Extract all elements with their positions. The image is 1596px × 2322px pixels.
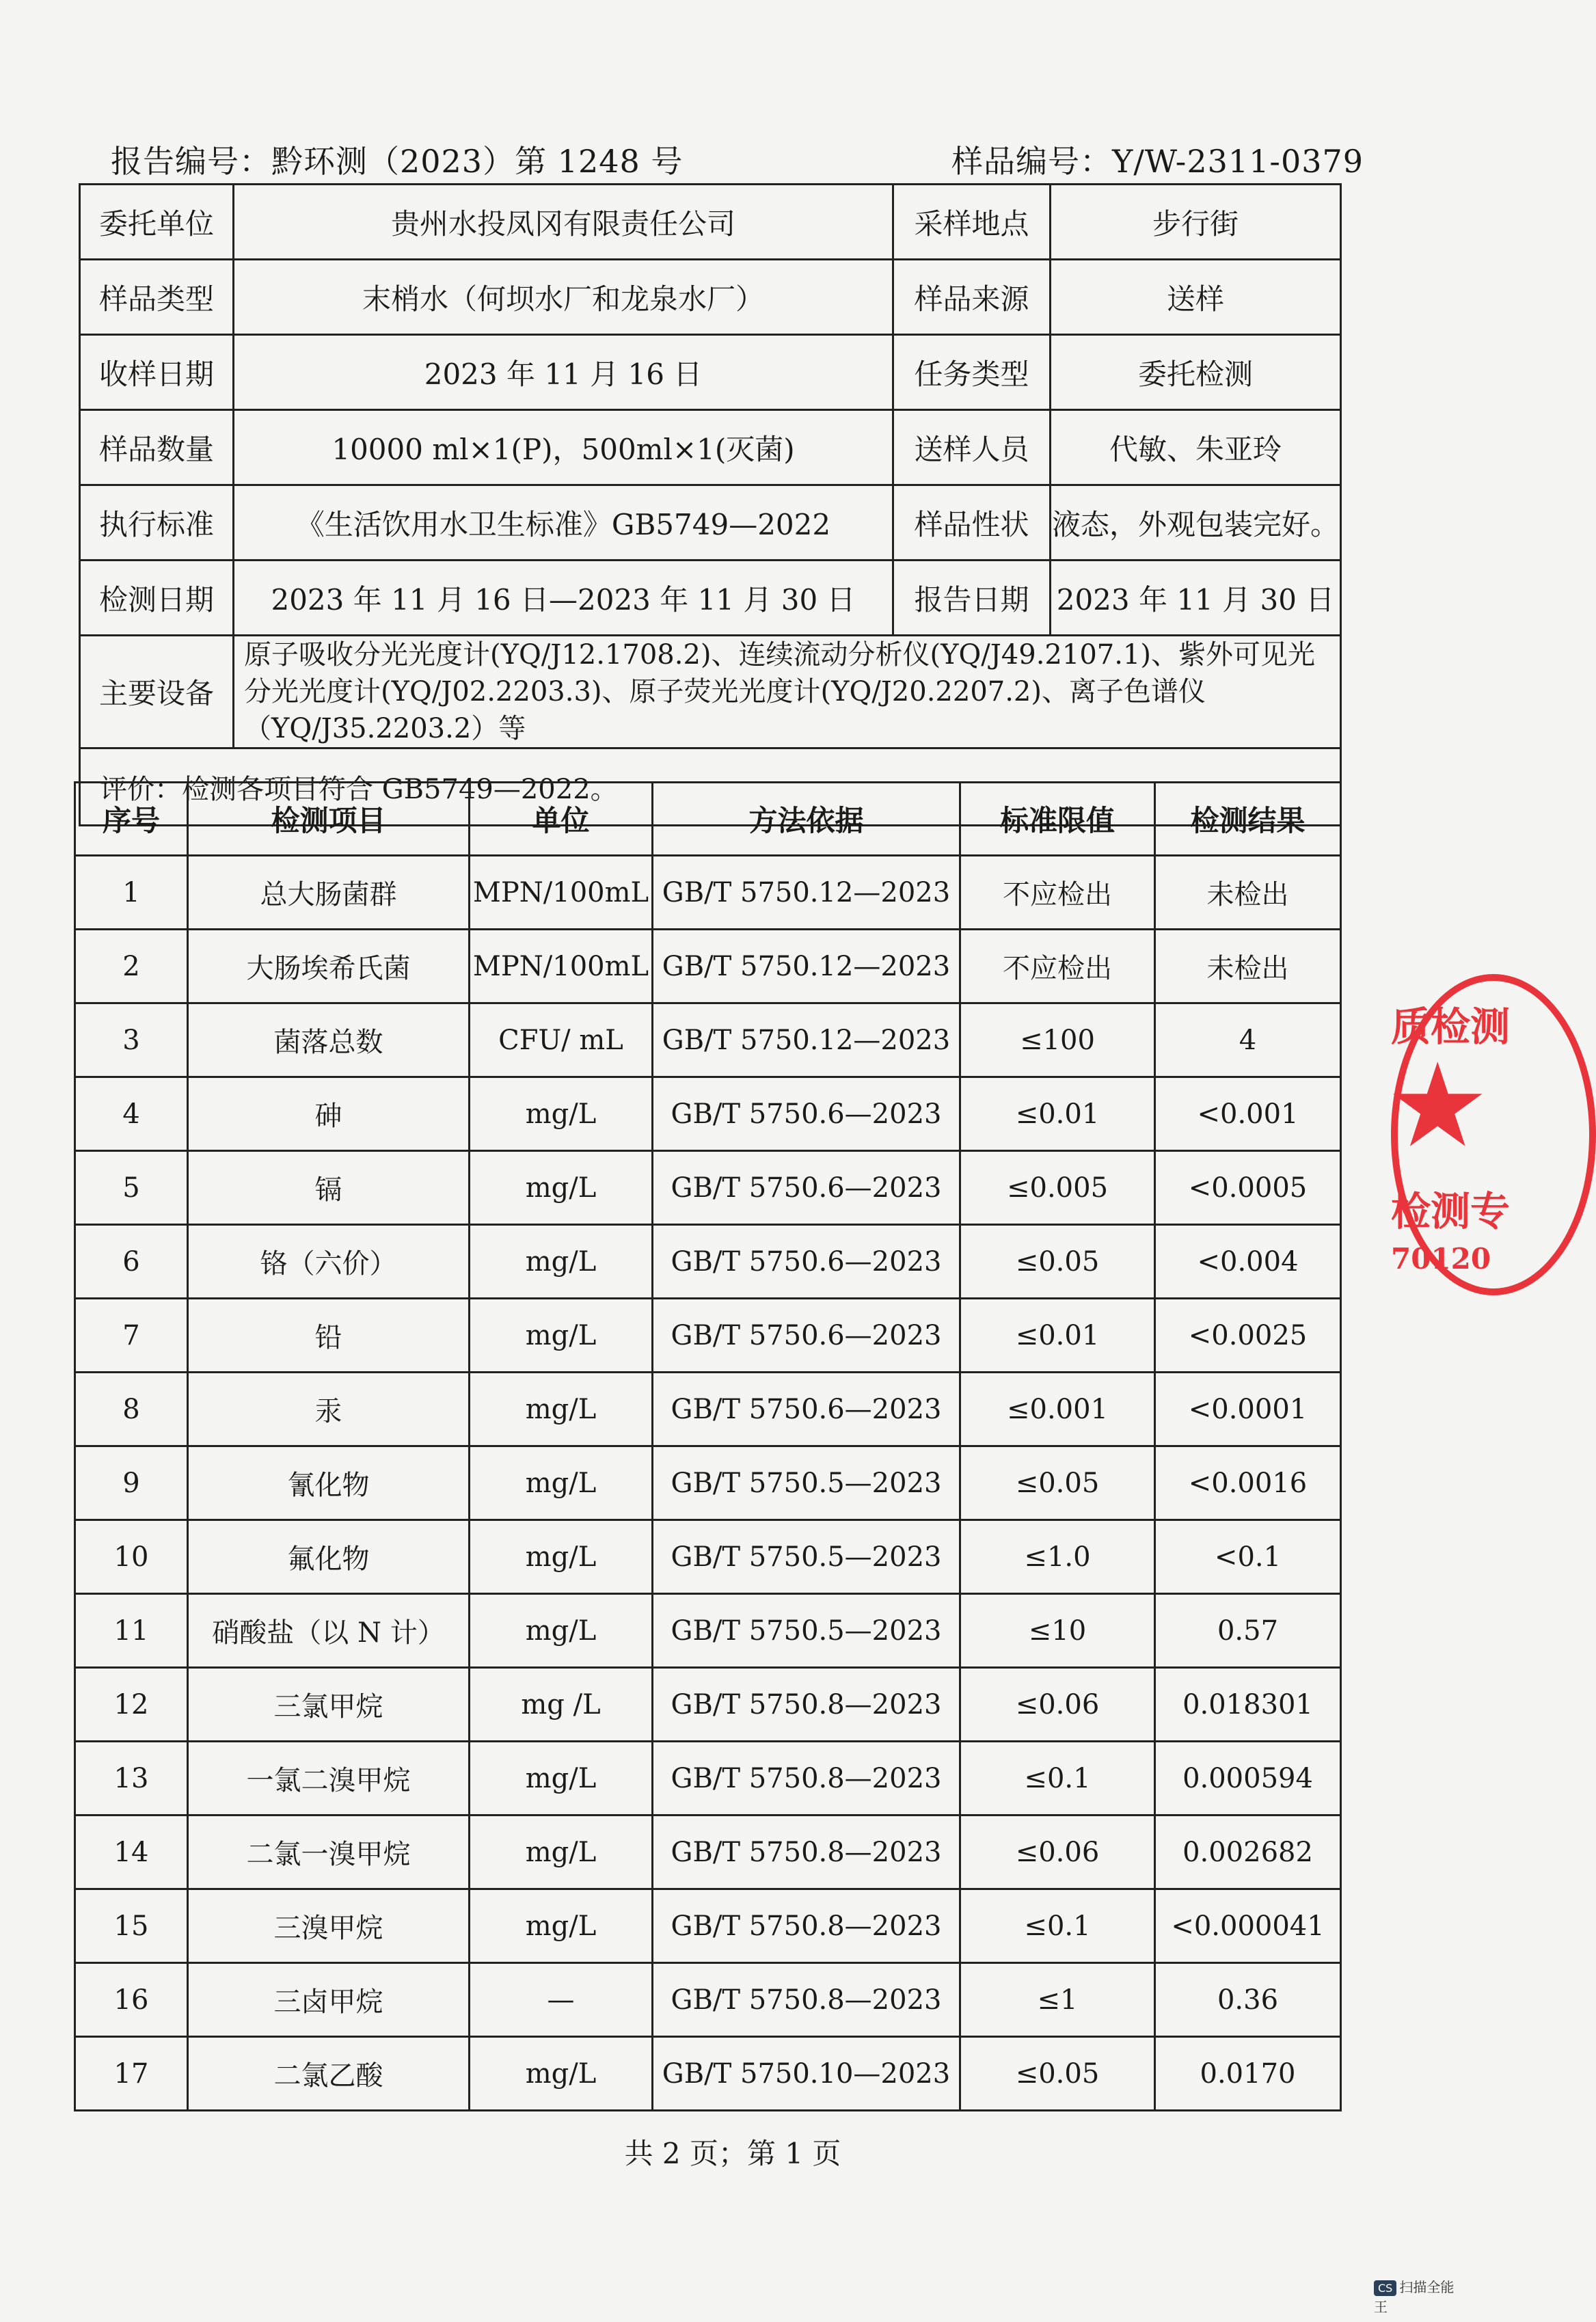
cell-no: 8 [75, 1373, 188, 1446]
seal-text-top: 质检测 [1391, 1003, 1511, 1050]
info-table [79, 183, 1342, 826]
info-label-cell: 样品数量 [80, 410, 234, 485]
info-label-cell: 执行标准 [80, 485, 234, 561]
cell-method: GB/T 5750.8—2023 [653, 1889, 960, 1963]
cell-no: 9 [75, 1446, 188, 1520]
cell-unit: mg/L [470, 1299, 653, 1373]
scanner-logo-icon: CS [1374, 2280, 1396, 2296]
cell-item: 总大肠菌群 [188, 856, 470, 930]
col-header-item: 检测项目 [188, 783, 470, 856]
cell-result: <0.0001 [1155, 1373, 1341, 1446]
cell-item: 三氯甲烷 [188, 1668, 470, 1742]
cell-method: GB/T 5750.6—2023 [653, 1225, 960, 1299]
cell-limit: ≤0.1 [960, 1889, 1155, 1963]
cell-limit: 不应检出 [960, 856, 1155, 930]
info-row-equipment [80, 636, 1341, 748]
table-row [75, 1225, 1341, 1299]
info-label-cell: 检测日期 [80, 561, 234, 636]
cell-no: 7 [75, 1299, 188, 1373]
cell-unit: — [470, 1963, 653, 2037]
cell-item: 硝酸盐（以 N 计） [188, 1594, 470, 1668]
cell-limit: ≤0.001 [960, 1373, 1155, 1446]
cell-no: 15 [75, 1889, 188, 1963]
scanner-name: 扫描全能王 [1374, 2279, 1455, 2315]
table-row [75, 1520, 1341, 1594]
info-row [80, 185, 1341, 260]
col-header-limit: 标准限值 [960, 783, 1155, 856]
cell-limit: ≤10 [960, 1594, 1155, 1668]
cell-unit: mg/L [470, 2037, 653, 2111]
info-label-cell: 样品性状 [893, 485, 1051, 561]
col-header-no: 序号 [75, 783, 188, 856]
cell-unit: mg/L [470, 1225, 653, 1299]
table-row [75, 1594, 1341, 1668]
cell-result: 4 [1155, 1003, 1341, 1077]
info-value-cell: 2023 年 11 月 16 日 [234, 335, 893, 410]
cell-item: 氟化物 [188, 1520, 470, 1594]
cell-no: 12 [75, 1668, 188, 1742]
cell-result: 0.0170 [1155, 2037, 1341, 2111]
cell-unit: mg/L [470, 1889, 653, 1963]
info-label-cell: 委托单位 [80, 185, 234, 260]
cell-result: <0.004 [1155, 1225, 1341, 1299]
info-label-cell: 采样地点 [893, 185, 1051, 260]
col-header-unit: 单位 [470, 783, 653, 856]
cell-limit: ≤0.1 [960, 1742, 1155, 1815]
table-row [75, 1742, 1341, 1815]
star-icon: ★ [1385, 1038, 1490, 1174]
info-row [80, 260, 1341, 335]
lab-seal-stamp [1385, 974, 1511, 1295]
cell-no: 6 [75, 1225, 188, 1299]
table-row [75, 930, 1341, 1003]
cell-result: <0.0025 [1155, 1299, 1341, 1373]
cell-item: 氰化物 [188, 1446, 470, 1520]
info-label-cell: 报告日期 [893, 561, 1051, 636]
cell-limit: ≤0.01 [960, 1299, 1155, 1373]
cell-no: 4 [75, 1077, 188, 1151]
info-row [80, 410, 1341, 485]
table-row [75, 1077, 1341, 1151]
cell-result: <0.1 [1155, 1520, 1341, 1594]
scanner-watermark [1374, 2276, 1465, 2316]
equipment-value: 原子吸收分光光度计(YQ/J12.1708.2)、连续流动分析仪(YQ/J49.2107.1)、紫外可见光分光光度计(YQ/J02.2203.3)、原子荧光光度计(YQ/J20.2207.2)、离子色谱仪（YQ/J35.2203.2）等 [234, 636, 1341, 748]
table-row [75, 1299, 1341, 1373]
info-label-cell: 样品类型 [80, 260, 234, 335]
cell-method: GB/T 5750.12—2023 [653, 930, 960, 1003]
cell-limit: ≤1 [960, 1963, 1155, 2037]
cell-method: GB/T 5750.5—2023 [653, 1520, 960, 1594]
cell-method: GB/T 5750.12—2023 [653, 856, 960, 930]
cell-result: <0.001 [1155, 1077, 1341, 1151]
cell-no: 5 [75, 1151, 188, 1225]
cell-no: 14 [75, 1815, 188, 1889]
cell-limit: ≤100 [960, 1003, 1155, 1077]
cell-limit: ≤0.05 [960, 1446, 1155, 1520]
cell-unit: mg/L [470, 1077, 653, 1151]
cell-unit: mg/L [470, 1520, 653, 1594]
table-row [75, 1003, 1341, 1077]
col-header-method: 方法依据 [653, 783, 960, 856]
cell-no: 11 [75, 1594, 188, 1668]
cell-result: <0.0016 [1155, 1446, 1341, 1520]
cell-no: 16 [75, 1963, 188, 2037]
table-row [75, 1446, 1341, 1520]
cell-limit: ≤1.0 [960, 1520, 1155, 1594]
cell-item: 一氯二溴甲烷 [188, 1742, 470, 1815]
cell-no: 10 [75, 1520, 188, 1594]
page-footer: 共 2 页；第 1 页 [624, 2137, 841, 2170]
info-value-cell: 送样 [1051, 260, 1341, 335]
cell-result: 0.000594 [1155, 1742, 1341, 1815]
info-row [80, 335, 1341, 410]
cell-method: GB/T 5750.12—2023 [653, 1003, 960, 1077]
cell-limit: ≤0.01 [960, 1077, 1155, 1151]
info-label-cell: 样品来源 [893, 260, 1051, 335]
cell-unit: MPN/100mL [470, 856, 653, 930]
cell-result: <0.000041 [1155, 1889, 1341, 1963]
cell-item: 二氯乙酸 [188, 2037, 470, 2111]
col-header-result: 检测结果 [1155, 783, 1341, 856]
cell-unit: mg/L [470, 1815, 653, 1889]
cell-method: GB/T 5750.8—2023 [653, 1815, 960, 1889]
info-value-cell: 末梢水（何坝水厂和龙泉水厂） [234, 260, 893, 335]
cell-item: 砷 [188, 1077, 470, 1151]
cell-method: GB/T 5750.6—2023 [653, 1373, 960, 1446]
cell-method: GB/T 5750.8—2023 [653, 1742, 960, 1815]
info-value-cell: 步行街 [1051, 185, 1341, 260]
info-row [80, 485, 1341, 561]
cell-method: GB/T 5750.8—2023 [653, 1668, 960, 1742]
cell-method: GB/T 5750.5—2023 [653, 1594, 960, 1668]
cell-result: 0.018301 [1155, 1668, 1341, 1742]
cell-limit: ≤0.005 [960, 1151, 1155, 1225]
cell-result: 0.57 [1155, 1594, 1341, 1668]
table-row [75, 856, 1341, 930]
cell-method: GB/T 5750.6—2023 [653, 1077, 960, 1151]
cell-item: 三溴甲烷 [188, 1889, 470, 1963]
info-label-cell: 任务类型 [893, 335, 1051, 410]
cell-limit: ≤0.05 [960, 1225, 1155, 1299]
cell-limit: ≤0.05 [960, 2037, 1155, 2111]
info-value-cell: 《生活饮用水卫生标准》GB5749—2022 [234, 485, 893, 561]
info-value-cell: 2023 年 11 月 30 日 [1051, 561, 1341, 636]
cell-limit: ≤0.06 [960, 1668, 1155, 1742]
table-row [75, 1373, 1341, 1446]
info-row [80, 561, 1341, 636]
cell-method: GB/T 5750.6—2023 [653, 1299, 960, 1373]
info-label-cell: 送样人员 [893, 410, 1051, 485]
cell-unit: MPN/100mL [470, 930, 653, 1003]
info-value-cell: 2023 年 11 月 16 日—2023 年 11 月 30 日 [234, 561, 893, 636]
evaluation-text: 评价：检测各项目符合 GB5749—2022。 [80, 748, 1341, 826]
cell-limit: ≤0.06 [960, 1815, 1155, 1889]
cell-no: 2 [75, 930, 188, 1003]
cell-item: 铬（六价） [188, 1225, 470, 1299]
cell-unit: mg/L [470, 1594, 653, 1668]
table-row [75, 2037, 1341, 2111]
cell-method: GB/T 5750.6—2023 [653, 1151, 960, 1225]
cell-result: 未检出 [1155, 930, 1341, 1003]
cell-no: 13 [75, 1742, 188, 1815]
cell-item: 铅 [188, 1299, 470, 1373]
cell-result: <0.0005 [1155, 1151, 1341, 1225]
cell-method: GB/T 5750.8—2023 [653, 1963, 960, 2037]
cell-unit: mg/L [470, 1373, 653, 1446]
sample-number: 样品编号：Y/W-2311-0379 [951, 143, 1364, 180]
cell-unit: mg/L [470, 1151, 653, 1225]
cell-unit: CFU/ mL [470, 1003, 653, 1077]
results-table [74, 781, 1342, 2111]
cell-item: 二氯一溴甲烷 [188, 1815, 470, 1889]
info-label-cell: 收样日期 [80, 335, 234, 410]
cell-unit: mg /L [470, 1668, 653, 1742]
cell-unit: mg/L [470, 1446, 653, 1520]
cell-no: 17 [75, 2037, 188, 2111]
cell-result: 0.002682 [1155, 1815, 1341, 1889]
cell-item: 菌落总数 [188, 1003, 470, 1077]
cell-method: GB/T 5750.5—2023 [653, 1446, 960, 1520]
cell-unit: mg/L [470, 1742, 653, 1815]
info-value-cell: 10000 ml×1(P)，500ml×1(灭菌) [234, 410, 893, 485]
cell-no: 1 [75, 856, 188, 930]
cell-result: 0.36 [1155, 1963, 1341, 2037]
info-value-cell: 委托检测 [1051, 335, 1341, 410]
table-row [75, 1151, 1341, 1225]
equipment-label: 主要设备 [80, 636, 234, 748]
cell-limit: 不应检出 [960, 930, 1155, 1003]
cell-no: 3 [75, 1003, 188, 1077]
table-row [75, 1963, 1341, 2037]
cell-method: GB/T 5750.10—2023 [653, 2037, 960, 2111]
cell-item: 汞 [188, 1373, 470, 1446]
table-row [75, 1889, 1341, 1963]
seal-text-number: 70120 [1391, 1242, 1491, 1275]
seal-text-middle: 检测专 [1391, 1188, 1511, 1234]
cell-item: 镉 [188, 1151, 470, 1225]
cell-item: 三卤甲烷 [188, 1963, 470, 2037]
info-value-cell: 液态，外观包装完好。 [1051, 485, 1341, 561]
table-row [75, 1668, 1341, 1742]
info-value-cell: 代敏、朱亚玲 [1051, 410, 1341, 485]
cell-result: 未检出 [1155, 856, 1341, 930]
table-row [75, 1815, 1341, 1889]
cell-item: 大肠埃希氏菌 [188, 930, 470, 1003]
report-number: 报告编号：黔环测（2023）第 1248 号 [111, 143, 684, 180]
info-value-cell: 贵州水投凤冈有限责任公司 [234, 185, 893, 260]
results-header-row [75, 783, 1341, 856]
